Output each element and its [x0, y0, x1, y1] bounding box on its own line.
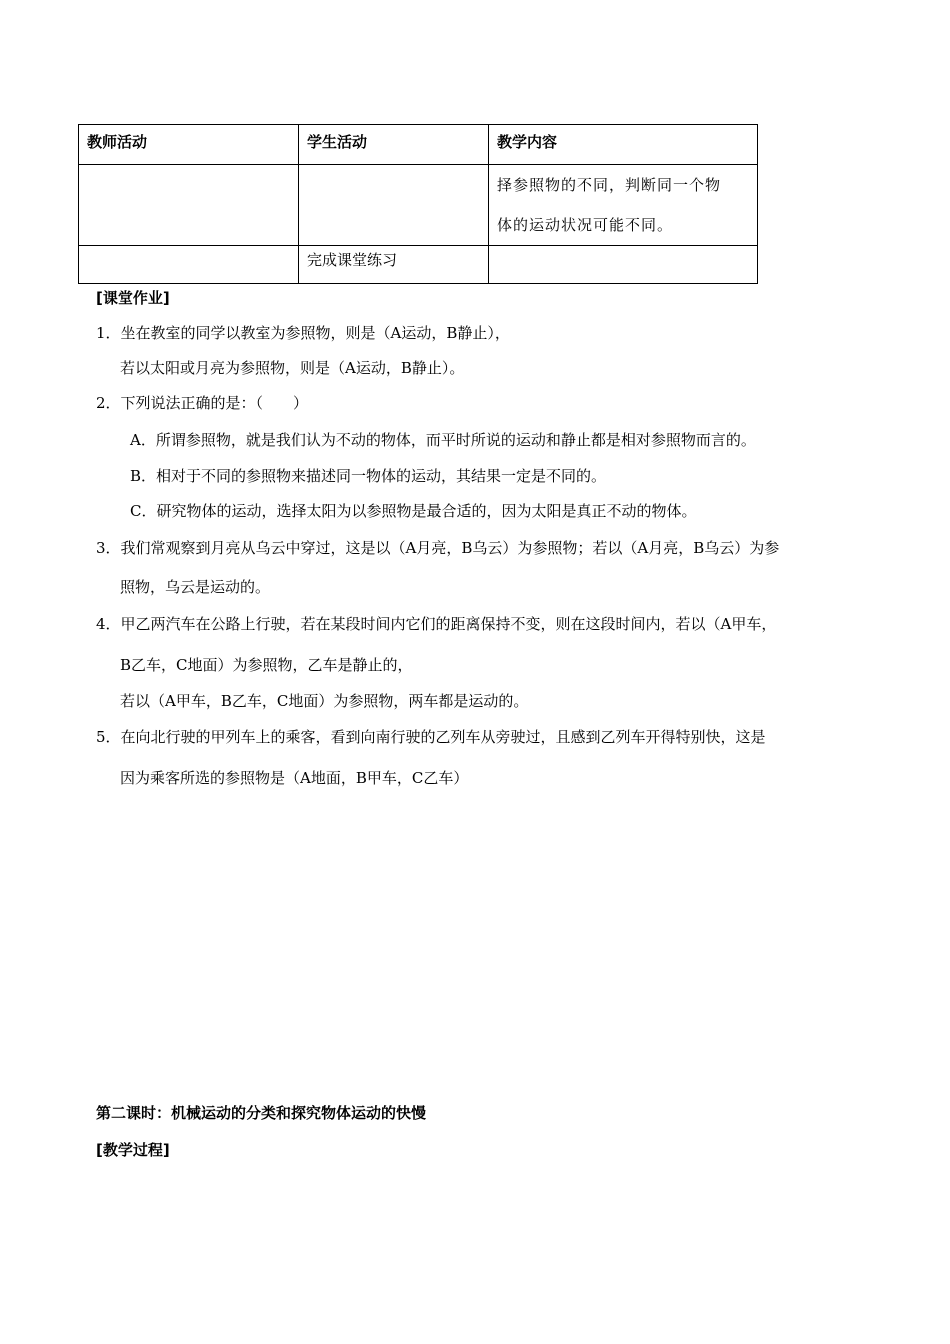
table-row [79, 165, 758, 246]
question-2-option-a: A．所谓参照物，就是我们认为不动的物体，而平时所说的运动和静止都是相对参照物而言的。 [130, 431, 756, 449]
question-2-option-c: C．研究物体的运动，选择太阳为以参照物是最合适的，因为太阳是真正不动的物体。 [130, 502, 697, 520]
table-cell-student: 完成课堂练习 [299, 246, 489, 284]
teaching-process-heading: [教学过程] [96, 1141, 170, 1159]
lesson-table [78, 124, 758, 284]
content-line-2: 体的运动状况可能不同。 [497, 216, 674, 234]
question-5-line-1: 5．在向北行驶的甲列车上的乘客，看到向南行驶的乙列车从旁驶过，且感到乙列车开得特别快，这是 [96, 728, 766, 746]
question-2-option-b: B．相对于不同的参照物来描述同一物体的运动，其结果一定是不同的。 [130, 467, 607, 485]
content-line-1: 择参照物的不同，判断同一个物 [497, 176, 722, 194]
table-cell-teacher [79, 165, 299, 246]
table-header-row [79, 125, 758, 165]
table-cell-content [489, 165, 758, 246]
question-3-line-1: 3．我们常观察到月亮从乌云中穿过，这是以（A月亮，B乌云）为参照物；若以（A月亮，B乌云）为参 [96, 539, 780, 557]
question-4-line-1: 4．甲乙两汽车在公路上行驶，若在某段时间内它们的距离保持不变，则在这段时间内，若以（A甲车， [96, 615, 777, 633]
homework-heading: [课堂作业] [96, 289, 170, 307]
second-lesson-title: 第二课时：机械运动的分类和探究物体运动的快慢 [96, 1104, 427, 1122]
question-1-line-2: 若以太阳或月亮为参照物，则是（A运动，B静止）。 [120, 359, 465, 377]
table-cell-student [299, 165, 489, 246]
header-teaching-content: 教学内容 [489, 125, 758, 165]
table-cell-content [489, 246, 758, 284]
question-4-line-2: B乙车，C地面）为参照物，乙车是静止的， [120, 656, 413, 674]
table-row [79, 246, 758, 284]
header-student-activity: 学生活动 [299, 125, 489, 165]
question-3-line-2: 照物，乌云是运动的。 [120, 578, 271, 596]
question-4-line-3: 若以（A甲车，B乙车，C地面）为参照物，两车都是运动的。 [120, 692, 529, 710]
question-5-line-2: 因为乘客所选的参照物是（A地面，B甲车，C乙车） [120, 769, 469, 787]
question-2-stem: 2．下列说法正确的是：（ ） [96, 394, 309, 412]
question-1-line-1: 1．坐在教室的同学以教室为参照物，则是（A运动，B静止）， [96, 324, 510, 342]
table-cell-teacher [79, 246, 299, 284]
header-teacher-activity: 教师活动 [79, 125, 299, 165]
